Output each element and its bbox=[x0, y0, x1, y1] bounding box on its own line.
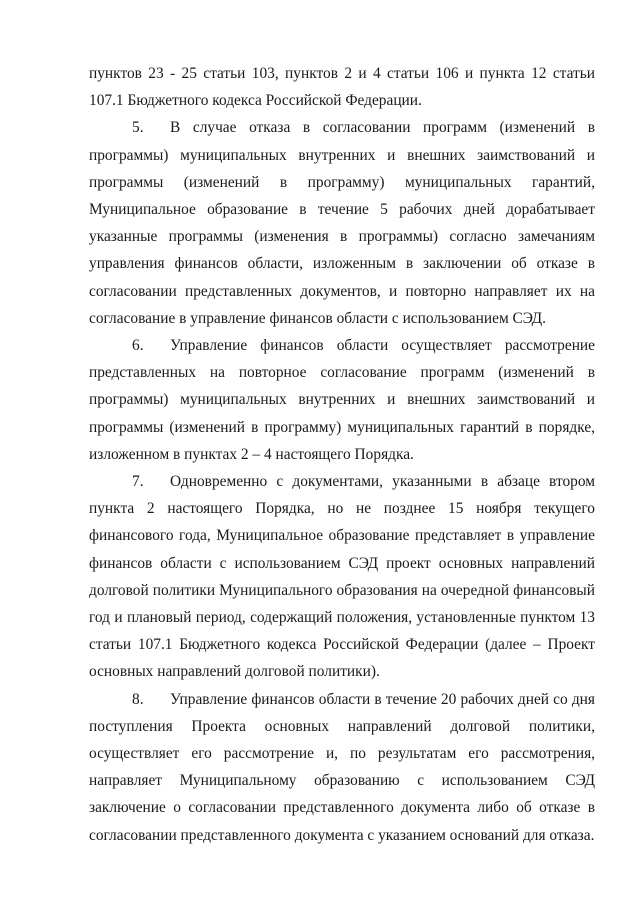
paragraph-7 bbox=[89, 468, 595, 686]
paragraph-number: 6. bbox=[132, 337, 144, 355]
paragraph-text: Управление финансов области осуществляет рассмотрение представленных на повторное согласование программ (изменений в программы) муниципальных внутренних и внешних заимствований и программы (изменений в программу) муниципальных гарантий в порядке, изложенном в пунктах 2 – 4 настоящего Порядка. bbox=[89, 337, 595, 463]
paragraph-8 bbox=[89, 686, 595, 849]
paragraph-text: Одновременно с документами, указанными в абзаце втором пункта 2 настоящего Порядка, но не позднее 15 ноября текущего финансового года, Муниципальное образование представляет в управление финансов области с использованием СЭД проект основных направлений долговой политики Муниципального образования на очередной финансовый год и плановый период, содержащий положения, установленные пунктом 13 статьи 107.1 Бюджетного кодекса Российской Федерации (далее – Проект основных направлений долговой политики). bbox=[89, 473, 595, 681]
paragraph-text: Управление финансов области в течение 20 рабочих дней со дня поступления Проекта основных направлений долговой политики, осуществляет его рассмотрение и, по результатам его рассмотрения, направляет Муниципальному образованию с использованием СЭД заключение о согласовании представленного документа либо об отказе в согласовании представленного документа с указанием оснований для отказа. bbox=[89, 690, 595, 844]
document-body bbox=[89, 60, 595, 849]
paragraph-number: 5. bbox=[132, 119, 144, 137]
paragraph-text: В случае отказа в согласовании программ (изменений в программы) муниципальных внутренних и внешних заимствований и программы (изменений в программу) муниципальных гарантий, Муниципальное образование в течение 5 рабочих дней дорабатывает указанные программы (изменения в программы) согласно замечаниям управления финансов области, изложенным в заключении об отказе в согласовании представленных документов, и повторно направляет их на согласование в управление финансов области с использованием СЭД. bbox=[89, 119, 595, 327]
paragraph-number: 7. bbox=[132, 473, 144, 491]
paragraph-number: 8. bbox=[132, 690, 144, 708]
paragraph-6 bbox=[89, 332, 595, 468]
paragraph-5 bbox=[89, 114, 595, 332]
continuation-paragraph: пунктов 23 - 25 статьи 103, пунктов 2 и 4 статьи 106 и пункта 12 статьи 107.1 Бюджетного кодекса Российской Федерации. bbox=[89, 65, 595, 110]
